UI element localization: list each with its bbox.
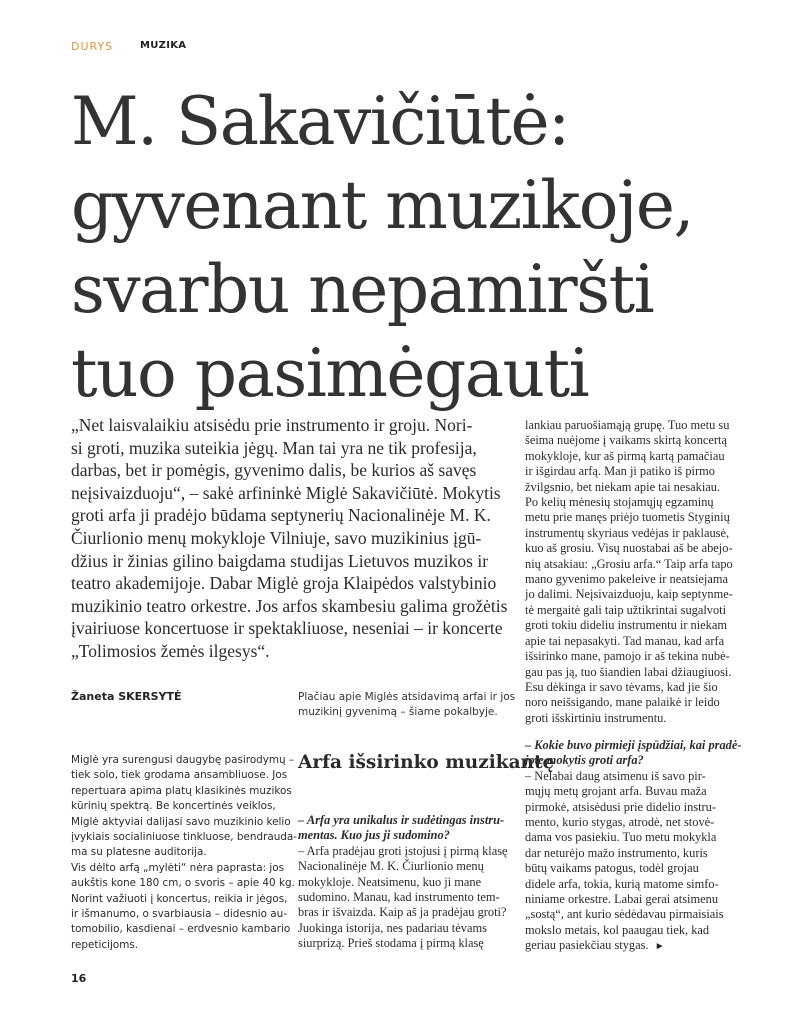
answer-line xyxy=(525,938,747,954)
lede-line: teatro akademijoje. Dabar Miglė groja Klaipėdos valstybinio xyxy=(71,573,497,594)
body-line: metu prie manęs priėjo tuometis Styginių xyxy=(525,510,730,525)
body-line: mokykloje, kur aš pirmą kartą pamačiau xyxy=(525,448,725,463)
right-column-interview xyxy=(525,738,747,955)
answer-line: mento, kurio stygas, atrodė, net stovė- xyxy=(525,815,715,830)
body-line: repeticijoms. xyxy=(71,938,139,951)
question-line: – Arfa yra unikalus ir sudėtingas instru- xyxy=(298,813,505,827)
page-number: 16 xyxy=(71,972,87,985)
author-byline: Žaneta SKERSYTĖ xyxy=(71,690,182,703)
lede-line: si groti, muzika suteikia jėgų. Man tai yra ne tik profesija, xyxy=(71,437,477,458)
body-line: tė mergaitė gali taip užtikrintai sugalvoti xyxy=(525,602,727,617)
answer-line: mųjų metų grojant arfa. Buvau maža xyxy=(525,784,707,799)
body-line: Miglė aktyviai dalijasi savo muzikinio kelio xyxy=(71,815,291,828)
body-line: šeima nuėjome į vaikams skirtą koncertą xyxy=(525,433,727,448)
answer-line: niniame orkestre. Labai gerai atsimenu xyxy=(525,892,719,907)
title-line: svarbu nepamiršti xyxy=(71,251,654,328)
middle-column xyxy=(298,813,512,952)
answer-line: didele arfa, tokia, kurią matome simfo- xyxy=(525,876,719,891)
body-line: repertuara apima platų klasikinės muzikos xyxy=(71,784,292,797)
section-label: DURYS xyxy=(71,40,114,53)
body-line: nių atsakiau: „Grosiu arfa.“ Taip arfa tapo xyxy=(525,556,733,571)
body-line: Miglė yra surengusi daugybę pasirodymų – xyxy=(71,754,295,766)
lede-line: groti arfa ji pradėjo būdama septynerių Nacionalinėje M. K. xyxy=(71,505,491,526)
body-line: ir išgirdau arfą. Man ji patiko iš pirmo xyxy=(525,464,715,479)
subheading: Arfa išsirinko muzikantę xyxy=(298,752,555,773)
body-line: groti tokiu dideliu instrumentu ir niekam xyxy=(525,618,728,633)
body-line: Esu dėkinga ir savo tėvams, kad jie šio xyxy=(525,679,718,694)
body-line: noro neišsigando, mane palaikė ir leido xyxy=(525,695,720,710)
answer-line: sudomino. Manau, kad instrumento tem- xyxy=(298,890,500,905)
question-line: – Kokie buvo pirmieji įspūdžiai, kai pradė- xyxy=(525,738,742,752)
body-line: Norint važiuoti į koncertus, reikia ir jėgos, xyxy=(71,892,288,905)
body-line: įvykiais socialiniuose tinkluose, bendrauda- xyxy=(71,831,298,844)
article-lede xyxy=(71,414,515,663)
body-line: Po kelių mėnesių stojamųjų egzaminų xyxy=(525,495,714,510)
answer-line: dama vos pasiekiu. Tuo metu mokykla xyxy=(525,830,717,845)
body-line: Vis dėlto arfą „mylėti“ nėra paprasta: jos xyxy=(71,861,285,874)
lede-line: „Tolimosios žemės ilgesys“. xyxy=(71,640,270,661)
body-line: jo dalimi. Neįsivaizduoju, kaip septynme- xyxy=(525,587,733,602)
body-line: aukštis kone 180 cm, o svoris – apie 40 kg. xyxy=(71,877,295,890)
answer-line: bras ir išvaizda. Kaip aš ja pradėjau groti? xyxy=(298,905,507,920)
answer-line: siurprizą. Prieš stodama į pirmą klasę xyxy=(298,936,484,951)
body-line: ma su platesne auditorija. xyxy=(71,846,207,859)
body-line: apie tai nepasakyti. Tad manau, kad arfa xyxy=(525,633,725,648)
lede-line: įvairiuose koncertuose ir spektakliuose, neseniai – ir koncerte xyxy=(71,618,503,639)
end-of-article-icon: ► xyxy=(654,941,665,953)
lede-line: neįsivaizduoju“, – sakė arfininkė Miglė Sakavičiūtė. Mokytis xyxy=(71,482,501,503)
left-column xyxy=(71,753,298,953)
answer-line: – Arfa pradėjau groti įstojusi į pirmą klasę xyxy=(298,843,508,858)
body-line: kuo aš grosiu. Visų nuostabai aš be abejo- xyxy=(525,541,733,556)
lede-line: darbas, bet ir pomėgis, gyvenimo dalis, be kurios aš savęs xyxy=(71,460,477,481)
question-line: jote mokytis groti arfa? xyxy=(525,753,644,768)
answer-line: mokykloje. Neatsimenu, kuo ji mane xyxy=(298,874,482,889)
title-line: tuo pasimėgauti xyxy=(71,335,589,412)
answer-line: pirmokė, atsisėdusi prie didelio instru- xyxy=(525,799,716,814)
answer-line: dar neturėjo mažo instrumento, kuris xyxy=(525,845,708,860)
intro-note-line: muzikinį gyvenimą – šiame pokalbyje. xyxy=(298,706,498,719)
answer-line-text: geriau pasiekčiau stygas. xyxy=(525,938,649,953)
lede-line: muzikinio teatro orkestre. Jos arfos skambesiu galima grožėtis xyxy=(71,595,508,616)
question-line: mentas. Kuo jus ji sudomino? xyxy=(298,828,450,843)
body-line: lankiau paruošiamąją grupę. Tuo metu su xyxy=(525,418,730,432)
intro-note-line: Plačiau apie Miglės atsidavimą arfai ir jos xyxy=(298,691,516,703)
answer-line: Juokinga istorija, nes padariau tėvams xyxy=(298,920,487,935)
article-title xyxy=(71,80,771,416)
body-line: mano gyvenimo pakeleive ir neatsiejama xyxy=(525,572,728,587)
body-line: tiek solo, tiek grodama ansambliuose. Jos xyxy=(71,769,288,782)
body-line: gau pas ją, tuo šiandien labai džiaugiuosi. xyxy=(525,664,732,679)
title-line: M. Sakavičiūtė: xyxy=(71,83,569,160)
lede-line: „Net laisvalaikiu atsisėdu prie instrumento ir groju. Nori- xyxy=(71,415,473,435)
lede-line: džius ir žinias gilino baigdama studijas Lietuvos muzikos ir xyxy=(71,550,489,571)
body-line: ir išmanumo, o svarbiausia – didesnio au- xyxy=(71,908,287,921)
right-column xyxy=(525,418,747,726)
answer-line: „sostą“, ant kurio sėdėdavau pirmaisiais xyxy=(525,907,724,922)
answer-line: būtų vaikams patogus, todėl grojau xyxy=(525,861,699,876)
intro-note xyxy=(298,690,516,721)
body-line: žvilgsnio, bet niekam apie tai nesakiau. xyxy=(525,479,721,494)
body-line: išsirinko mane, pamojo ir aš tekina nubė- xyxy=(525,649,730,664)
body-line: tomobilio, kasdienai – erdvesnio kambario xyxy=(71,923,291,936)
body-line: kūrinių spektrą. Be koncertinės veiklos, xyxy=(71,800,276,813)
answer-line: mokslo metais, kol paaugau tiek, kad xyxy=(525,922,710,937)
body-line: groti išskirtiniu instrumentu. xyxy=(525,710,667,725)
answer-line: Nacionalinėje M. K. Čiurlionio menų xyxy=(298,859,484,874)
title-line: gyvenant muzikoje, xyxy=(71,167,693,244)
body-line: instrumentų skyriaus vedėjas ir paklausė, xyxy=(525,525,730,540)
answer-line: – Nelabai daug atsimenu iš savo pir- xyxy=(525,768,706,783)
lede-line: Čiurlionio menų mokykloje Vilniuje, savo muzikinius įgū- xyxy=(71,527,482,548)
category-label: MUZIKA xyxy=(140,40,187,51)
